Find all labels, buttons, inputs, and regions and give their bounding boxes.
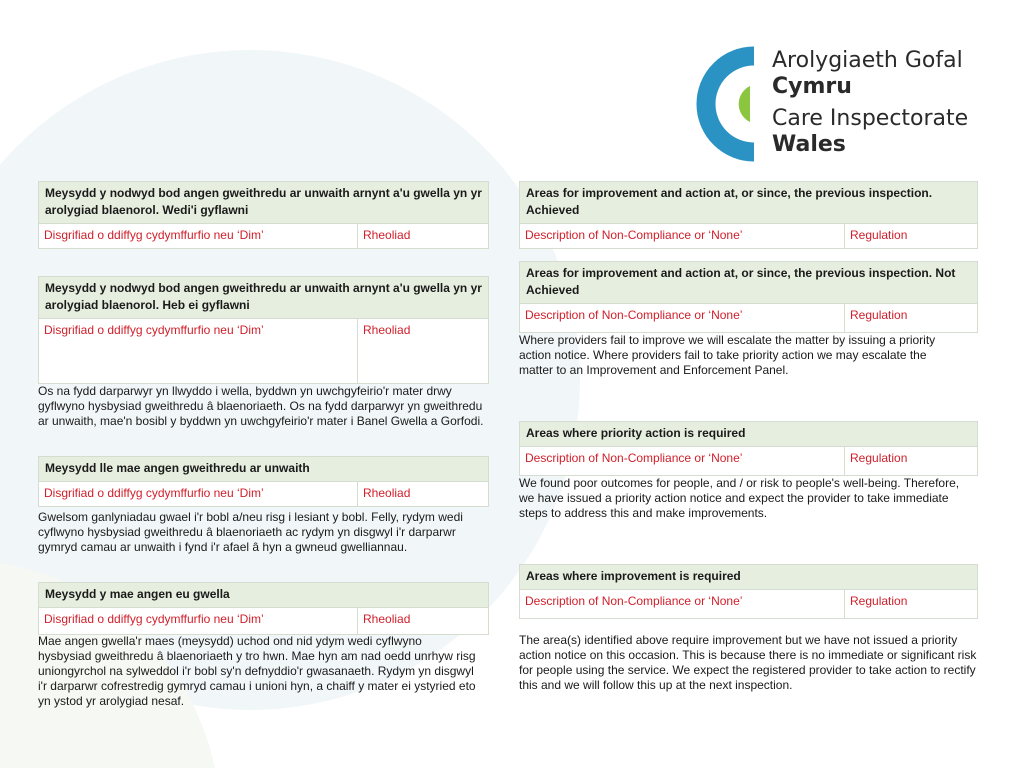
english-note-improvement: The area(s) identified above require improvement but we have not issued a priority action notice on this occasion. This is because there is no immediate or significant risk for people using the service. We expect the registered provider to take action to rectify this and we will follow this up at the next inspection. — [519, 633, 977, 692]
table-header-row — [520, 447, 977, 475]
table-header-row — [520, 304, 977, 332]
english-table-improvement — [519, 564, 978, 619]
column-description: Description of Non-Compliance or ‘None’ — [520, 224, 845, 248]
welsh-table-achieved — [38, 181, 489, 249]
column-regulation: Regulation — [850, 451, 908, 465]
welsh-table-not-achieved — [38, 276, 489, 384]
column-regulation: Rheoliad — [363, 228, 411, 242]
welsh-note-improvement: Mae angen gwella'r maes (meysydd) uchod ond nid ydym wedi cyflwyno hysbysiad gweithredu â blaenoriaeth y tro hwn. Mae hyn am nad oedd unrhyw risg uniongyrchol na sylweddol i'r bobl sy'n defnyddio'r gwasanaeth. Rydym yn disgwyl i'r darparwr cofrestredig gymryd camau i unioni hyn, a chaiff y mater ei ystyried eto yn ystod yr arolygiad nesaf. — [38, 634, 476, 708]
logo-wordmark — [772, 48, 968, 158]
logo-line-1: Arolygiaeth Gofal — [772, 48, 963, 73]
english-note-not-achieved: Where providers fail to improve we will escalate the matter by issuing a priority action notice. Where providers fail to take priority action we may escalate the matter to an Improvement and Enforcement Panel. — [519, 333, 936, 377]
column-description: Description of Non-Compliance or ‘None’ — [520, 447, 845, 475]
welsh-note-priority: Gwelsom ganlyniadau gwael i'r bobl a/neu risg i lesiant y bobl. Felly, rydym wedi cyflwyno hysbysiad gweithredu â blaenoriaeth ac rydym yn disgwyl i'r darparwr gymryd camau ar unwaith i fynd i'r afael â hyn a gwneud gwelliannau. — [38, 510, 463, 554]
column-regulation: Regulation — [850, 594, 908, 608]
column-regulation: Rheoliad — [363, 612, 411, 626]
table-header-row — [39, 482, 488, 506]
logo-line-2: Cymru — [772, 74, 852, 99]
column-description: Disgrifiad o ddiffyg cydymffurfio neu ‘Dim’ — [39, 319, 358, 383]
table-heading: Areas for improvement and action at, or since, the previous inspection. Not Achieved — [520, 262, 977, 304]
table-heading: Areas where improvement is required — [520, 565, 977, 590]
logo-line-3: Care Inspectorate — [772, 106, 969, 131]
table-header-row — [520, 224, 977, 248]
table-heading: Meysydd lle mae angen gweithredu ar unwaith — [39, 457, 488, 482]
table-heading: Areas where priority action is required — [520, 422, 977, 447]
english-table-achieved — [519, 181, 978, 249]
column-regulation: Rheoliad — [363, 486, 411, 500]
english-table-not-achieved — [519, 261, 978, 333]
welsh-note-not-achieved: Os na fydd darparwyr yn llwyddo i wella, byddwn yn uwchgyfeirio'r mater drwy gyflwyno hysbysiad gweithredu â blaenoriaeth. Os na fydd darparwyr yn gweithredu ar unwaith, mae'n bosibl y byddwn yn uwchgyfeirio'r mater i Banel Gwella a Gorfodi. — [38, 384, 484, 428]
welsh-table-improvement — [38, 582, 489, 635]
table-header-row — [520, 590, 977, 618]
column-description: Description of Non-Compliance or ‘None’ — [520, 590, 845, 618]
column-description: Disgrifiad o ddiffyg cydymffurfio neu ‘Dim’ — [39, 224, 358, 248]
column-regulation: Rheoliad — [363, 323, 411, 337]
column-description: Disgrifiad o ddiffyg cydymffurfio neu ‘Dim’ — [39, 482, 358, 506]
column-regulation: Regulation — [850, 228, 908, 242]
column-description: Description of Non-Compliance or ‘None’ — [520, 304, 845, 332]
english-note-priority: We found poor outcomes for people, and / or risk to people's well-being. Therefore, we have issued a priority action notice and expect the provider to take immediate steps to address this and make improvements. — [519, 476, 960, 520]
table-heading: Meysydd y nodwyd bod angen gweithredu ar unwaith arnynt a'u gwella yn yr arolygiad blaenorol. Wedi'i gyflawni — [39, 182, 488, 224]
table-heading: Meysydd y mae angen eu gwella — [39, 583, 488, 608]
logo-mark-icon — [692, 46, 764, 162]
table-header-row — [39, 608, 488, 634]
table-header-row — [39, 224, 488, 248]
table-header-row — [39, 319, 488, 383]
welsh-table-priority — [38, 456, 489, 507]
table-heading: Areas for improvement and action at, or since, the previous inspection. Achieved — [520, 182, 977, 224]
english-table-priority — [519, 421, 978, 476]
column-regulation: Regulation — [850, 308, 908, 322]
table-heading: Meysydd y nodwyd bod angen gweithredu ar unwaith arnynt a'u gwella yn yr arolygiad blaenorol. Heb ei gyflawni — [39, 277, 488, 319]
column-description: Disgrifiad o ddiffyg cydymffurfio neu ‘Dim’ — [39, 608, 358, 634]
logo-line-4: Wales — [772, 132, 846, 157]
